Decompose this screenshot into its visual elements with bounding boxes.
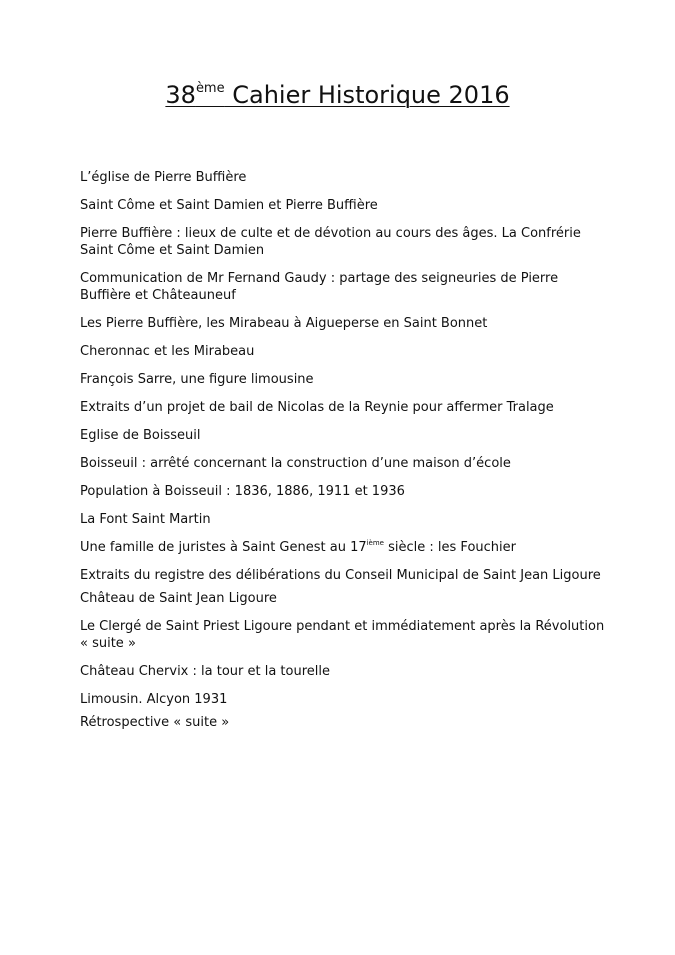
contents-item: Rétrospective « suite » <box>80 715 230 730</box>
title-number: 38 <box>165 81 196 109</box>
contents-item: Saint Côme et Saint Damien et Pierre Buffière <box>80 198 378 213</box>
contents-item-with-superscript <box>80 539 610 556</box>
contents-item: Population à Boisseuil : 1836, 1886, 1911 et 1936 <box>80 484 405 499</box>
contents-item: Pierre Buffière : lieux de culte et de dévotion au cours des âges. La Confrérie Saint Côme et Saint Damien <box>80 226 581 258</box>
contents-item: Extraits du registre des délibérations du Conseil Municipal de Saint Jean Ligoure <box>80 568 601 583</box>
contents-item: La Font Saint Martin <box>80 512 211 527</box>
item-superscript: ième <box>366 539 384 547</box>
item-text-after: siècle : les Fouchier <box>384 540 516 555</box>
contents-item: Limousin. Alcyon 1931 <box>80 692 228 707</box>
contents-item: Le Clergé de Saint Priest Ligoure pendant et immédiatement après la Révolution « suite » <box>80 619 605 651</box>
contents-item: Eglise de Boisseuil <box>80 428 201 443</box>
contents-item: Château de Saint Jean Ligoure <box>80 591 277 606</box>
contents-item: Boisseuil : arrêté concernant la construction d’une maison d’école <box>80 456 511 471</box>
title-text: Cahier Historique 2016 <box>224 81 510 109</box>
contents-item: Extraits d’un projet de bail de Nicolas de la Reynie pour affermer Tralage <box>80 400 554 415</box>
title-underlined <box>165 81 509 109</box>
item-text-before: Une famille de juristes à Saint Genest au 17 <box>80 540 367 555</box>
contents-item: Château Chervix : la tour et la tourelle <box>80 664 331 679</box>
contents-item: Cheronnac et les Mirabeau <box>80 344 255 359</box>
contents-item: Les Pierre Buffière, les Mirabeau à Aigueperse en Saint Bonnet <box>80 316 488 331</box>
page-title <box>0 80 675 110</box>
contents-item: L’église de Pierre Buffière <box>80 170 247 185</box>
contents-item: Communication de Mr Fernand Gaudy : partage des seigneuries de Pierre Buffière et Châteauneuf <box>80 271 559 303</box>
contents-item: François Sarre, une figure limousine <box>80 372 314 387</box>
title-ordinal-suffix: ème <box>195 81 225 96</box>
